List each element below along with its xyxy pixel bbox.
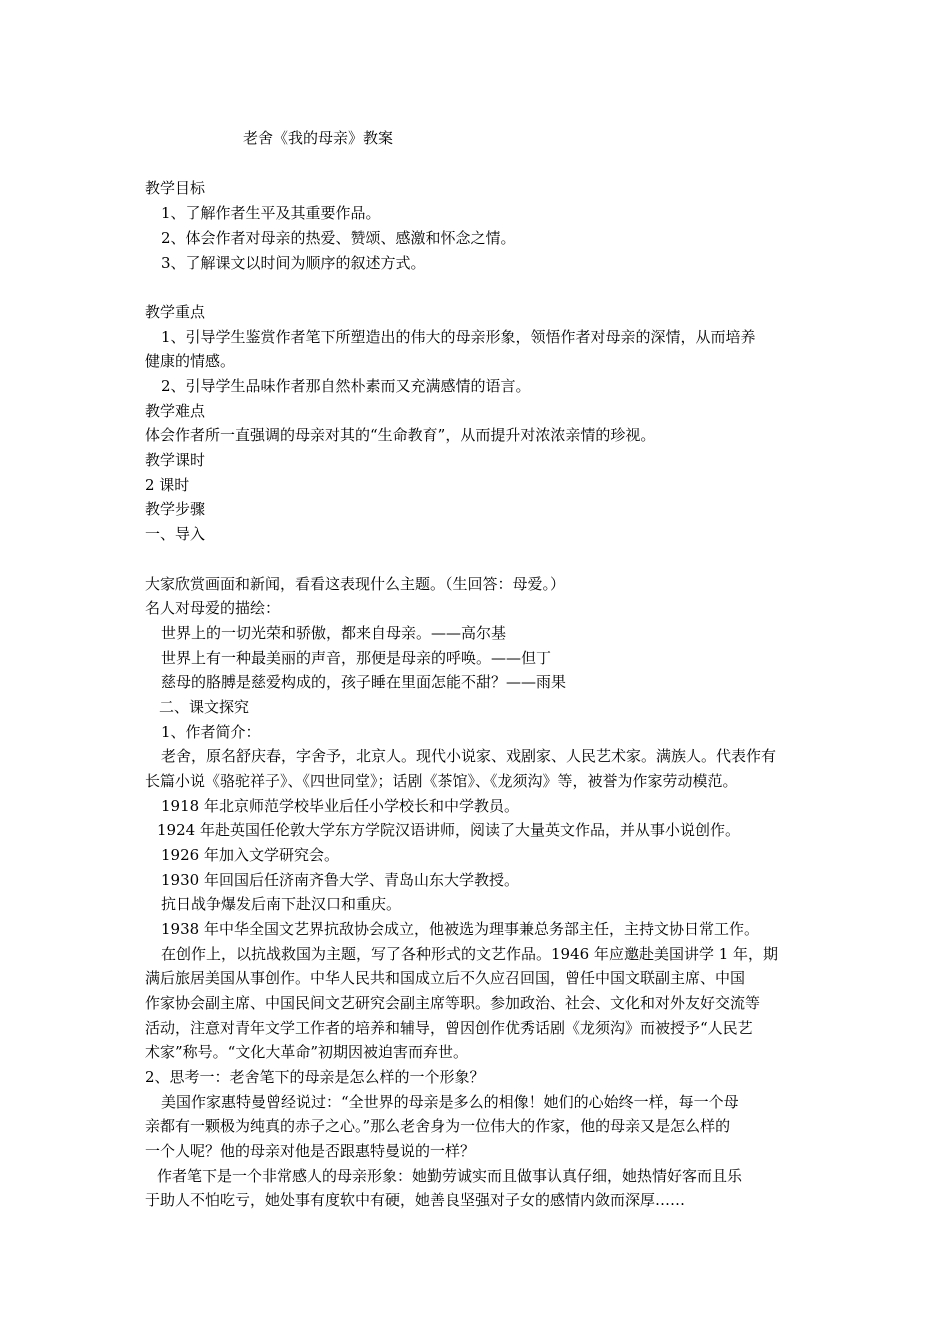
section-heading: 二、课文探究 — [159, 698, 250, 716]
paragraph-line: 于助人不怕吃亏，她处事有度软中有硬，她善良坚强对子女的感情内敛而深厚…… — [145, 1191, 686, 1209]
paragraph-line: 美国作家惠特曼曾经说过：“全世界的母亲是多么的相像！她们的心始终一样，每一个母 — [161, 1093, 739, 1111]
list-item: 1、了解作者生平及其重要作品。 — [161, 204, 381, 222]
paragraph-line: 1926 年加入文学研究会。 — [161, 846, 339, 864]
paragraph-line: 健康的情感。 — [145, 352, 236, 370]
list-item: 3、了解课文以时间为顺序的叙述方式。 — [161, 254, 426, 272]
paragraph-line: 1938 年中华全国文艺界抗敌协会成立，他被选为理事兼总务部主任，主持文协日常工作。 — [161, 920, 759, 938]
paragraph-line: 作者笔下是一个非常感人的母亲形象：她勤劳诚实而且做事认真仔细，她热情好客而且乐 — [157, 1167, 743, 1185]
paragraph-line: 名人对母爱的描绘： — [145, 599, 281, 617]
paragraph-line: 作家协会副主席、中国民间文艺研究会副主席等职。参加政治、社会、文化和对外友好交流等 — [145, 994, 761, 1012]
paragraph-line: 长篇小说《骆驼祥子》、《四世同堂》；话剧《茶馆》、《龙须沟》等，被誉为作家劳动模范。 — [145, 772, 738, 790]
paragraph-line: 体会作者所一直强调的母亲对其的“生命教育”，从而提升对浓浓亲情的珍视。 — [145, 426, 656, 444]
paragraph-line: 老舍，原名舒庆春，字舍予，北京人。现代小说家、戏剧家、人民艺术家。满族人。代表作有 — [161, 747, 777, 765]
section-heading: 教学目标 — [145, 179, 206, 197]
section-heading: 教学步骤 — [145, 500, 206, 518]
list-item: 2、引导学生品味作者那自然朴素而又充满感情的语言。 — [161, 377, 531, 395]
subsection-heading: 1、作者简介： — [161, 723, 261, 741]
section-heading: 教学难点 — [145, 402, 206, 420]
section-heading: 教学课时 — [145, 451, 206, 469]
paragraph-line: 1930 年回国后任济南齐鲁大学、青岛山东大学教授。 — [161, 871, 519, 889]
paragraph-line: 大家欣赏画面和新闻，看看这表现什么主题。（生回答：母爱。） — [145, 575, 566, 593]
paragraph-line: 亲都有一颗极为纯真的赤子之心。”那么老舍身为一位伟大的作家，他的母亲又是怎么样的 — [145, 1117, 731, 1135]
paragraph-line: 在创作上，以抗战救国为主题，写了各种形式的文艺作品。1946 年应邀赴美国讲学 1 年，期 — [161, 945, 779, 963]
quote-line: 世界上有一种最美丽的声音，那便是母亲的呼唤。——但丁 — [161, 649, 552, 667]
document-title: 老舍《我的母亲》教案 — [243, 129, 394, 147]
paragraph-line: 满后旅居美国从事创作。中华人民共和国成立后不久应召回国，曾任中国文联副主席、中国 — [145, 969, 746, 987]
subsection-heading: 2、思考一：老舍笔下的母亲是怎么样的一个形象？ — [145, 1068, 485, 1086]
list-item: 2、体会作者对母亲的热爱、赞颂、感激和怀念之情。 — [161, 229, 516, 247]
quote-line: 慈母的胳膊是慈爱构成的，孩子睡在里面怎能不甜？——雨果 — [161, 673, 567, 691]
paragraph-line: 抗日战争爆发后南下赴汉口和重庆。 — [161, 895, 402, 913]
paragraph-line: 2 课时 — [145, 476, 190, 494]
paragraph-line: 1918 年北京师范学校毕业后任小学校长和中学教员。 — [161, 797, 519, 815]
section-heading: 一、导入 — [145, 525, 206, 543]
paragraph-line: 1924 年赴英国任伦敦大学东方学院汉语讲师，阅读了大量英文作品，并从事小说创作。 — [157, 821, 740, 839]
paragraph-line: 术家”称号。“文化大革命”初期因被迫害而弃世。 — [145, 1043, 469, 1061]
paragraph-line: 1、引导学生鉴赏作者笔下所塑造出的伟大的母亲形象，领悟作者对母亲的深情，从而培养 — [161, 328, 756, 346]
paragraph-line: 一个人呢？他的母亲对他是否跟惠特曼说的一样？ — [145, 1142, 476, 1160]
paragraph-line: 活动，注意对青年文学工作者的培养和辅导，曾因创作优秀话剧《龙须沟》而被授予“人民艺 — [145, 1019, 753, 1037]
quote-line: 世界上的一切光荣和骄傲，都来自母亲。——高尔基 — [161, 624, 507, 642]
section-heading: 教学重点 — [145, 303, 206, 321]
